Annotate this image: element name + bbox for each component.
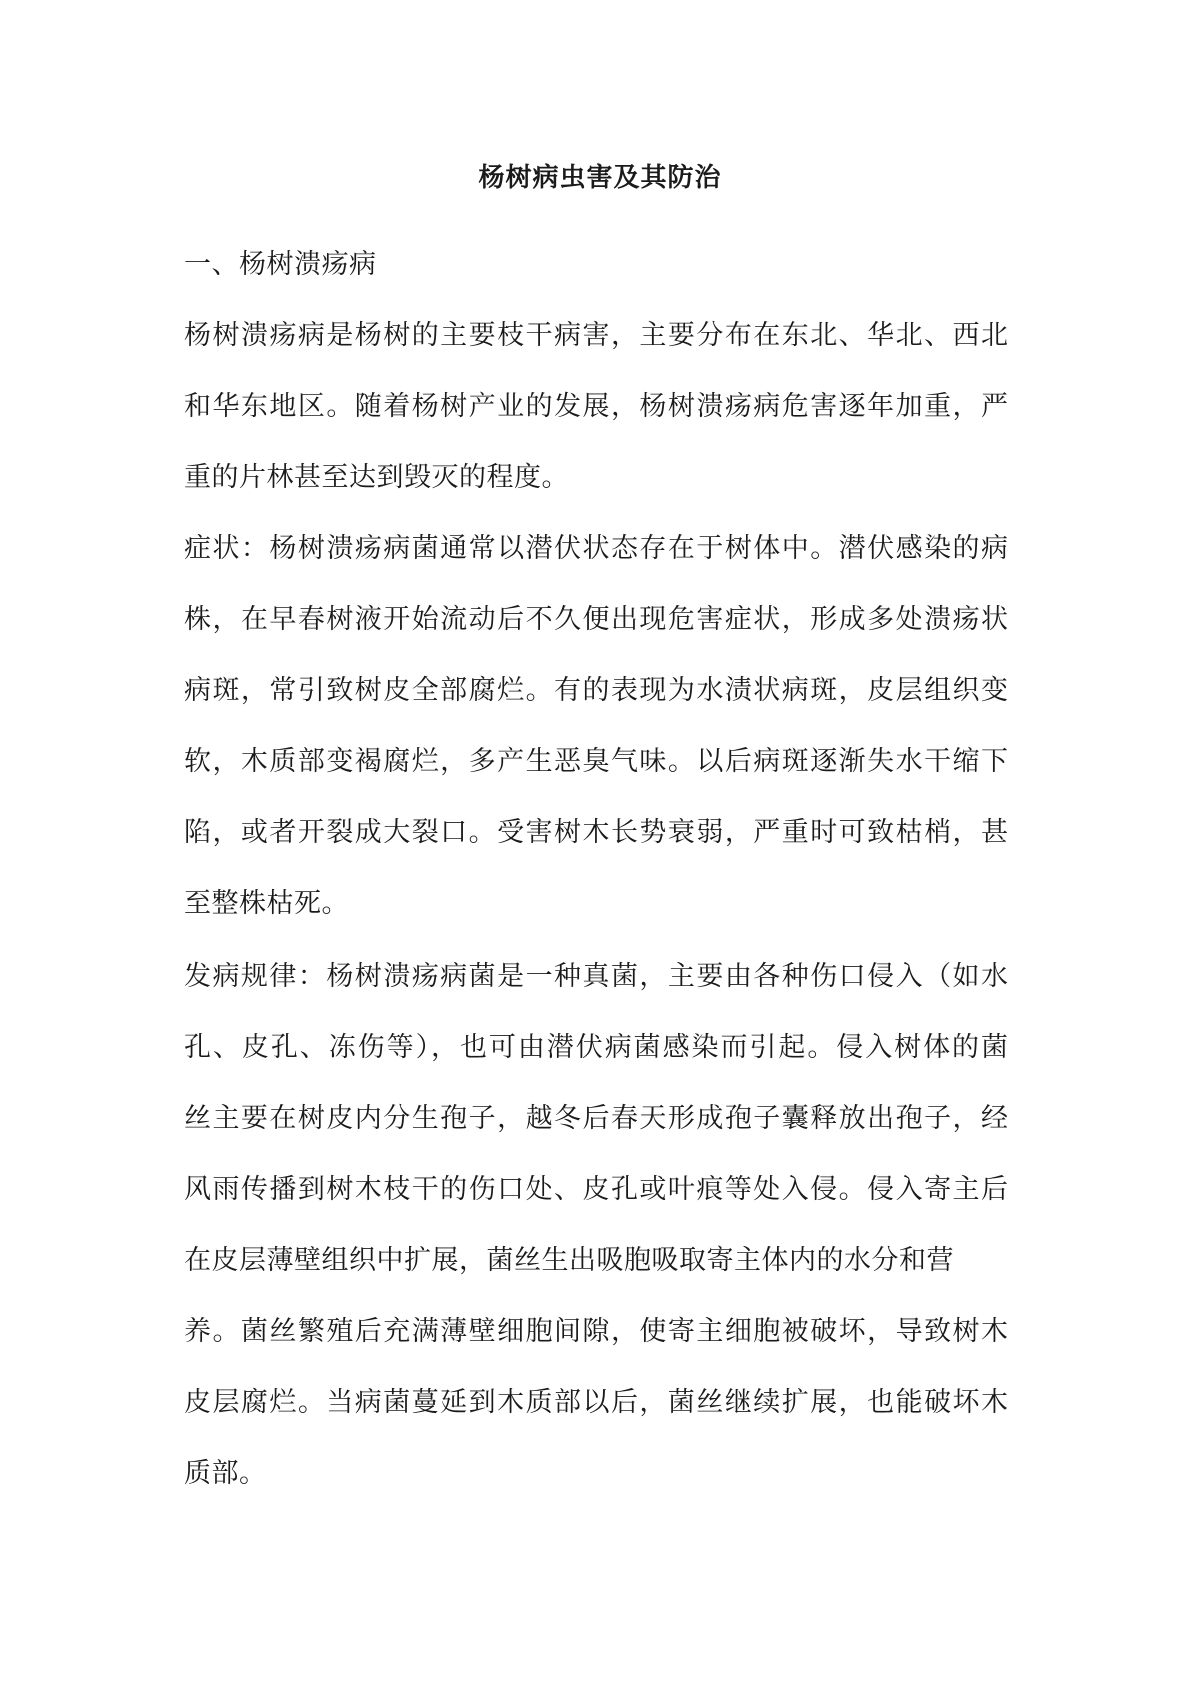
paragraph-line: 质部。 — [184, 1458, 267, 1489]
paragraph-line: 症状：杨树溃疡病菌通常以潜伏状态存在于树体中。潜伏感染的病 — [184, 533, 1008, 564]
paragraph-line: 养。菌丝繁殖后充满薄壁细胞间隙，使寄主细胞被破坏，导致树木 — [184, 1316, 1008, 1347]
paragraph-line: 至整株枯死。 — [184, 888, 349, 919]
paragraph-line: 软，木质部变褐腐烂，多产生恶臭气味。以后病斑逐渐失水干缩下 — [184, 746, 1008, 777]
paragraph-line: 株，在早春树液开始流动后不久便出现危害症状，形成多处溃疡状 — [184, 604, 1008, 635]
section-heading: 一、杨树溃疡病 — [184, 249, 377, 280]
paragraph-line: 在皮层薄壁组织中扩展，菌丝生出吸胞吸取寄主体内的水分和营 — [184, 1245, 954, 1276]
document-title: 杨树病虫害及其防治 — [478, 163, 722, 193]
paragraph-line: 风雨传播到树木枝干的伤口处、皮孔或叶痕等处入侵。侵入寄主后 — [184, 1174, 1008, 1205]
paragraph-line: 病斑，常引致树皮全部腐烂。有的表现为水渍状病斑，皮层组织变 — [184, 675, 1008, 706]
paragraph-line: 皮层腐烂。当病菌蔓延到木质部以后，菌丝继续扩展，也能破坏木 — [184, 1387, 1008, 1418]
paragraph-line: 和华东地区。随着杨树产业的发展，杨树溃疡病危害逐年加重，严 — [184, 391, 1008, 422]
paragraph-line: 丝主要在树皮内分生孢子，越冬后春天形成孢子囊释放出孢子，经 — [184, 1103, 1008, 1134]
paragraph-line: 孔、皮孔、冻伤等），也可由潜伏病菌感染而引起。侵入树体的菌 — [184, 1032, 1008, 1063]
paragraph-line: 杨树溃疡病是杨树的主要枝干病害，主要分布在东北、华北、西北 — [184, 320, 1008, 351]
paragraph-line: 陷，或者开裂成大裂口。受害树木长势衰弱，严重时可致枯梢，甚 — [184, 817, 1008, 848]
paragraph-line: 发病规律：杨树溃疡病菌是一种真菌，主要由各种伤口侵入（如水 — [184, 961, 1008, 992]
paragraph-line: 重的片林甚至达到毁灭的程度。 — [184, 462, 569, 493]
